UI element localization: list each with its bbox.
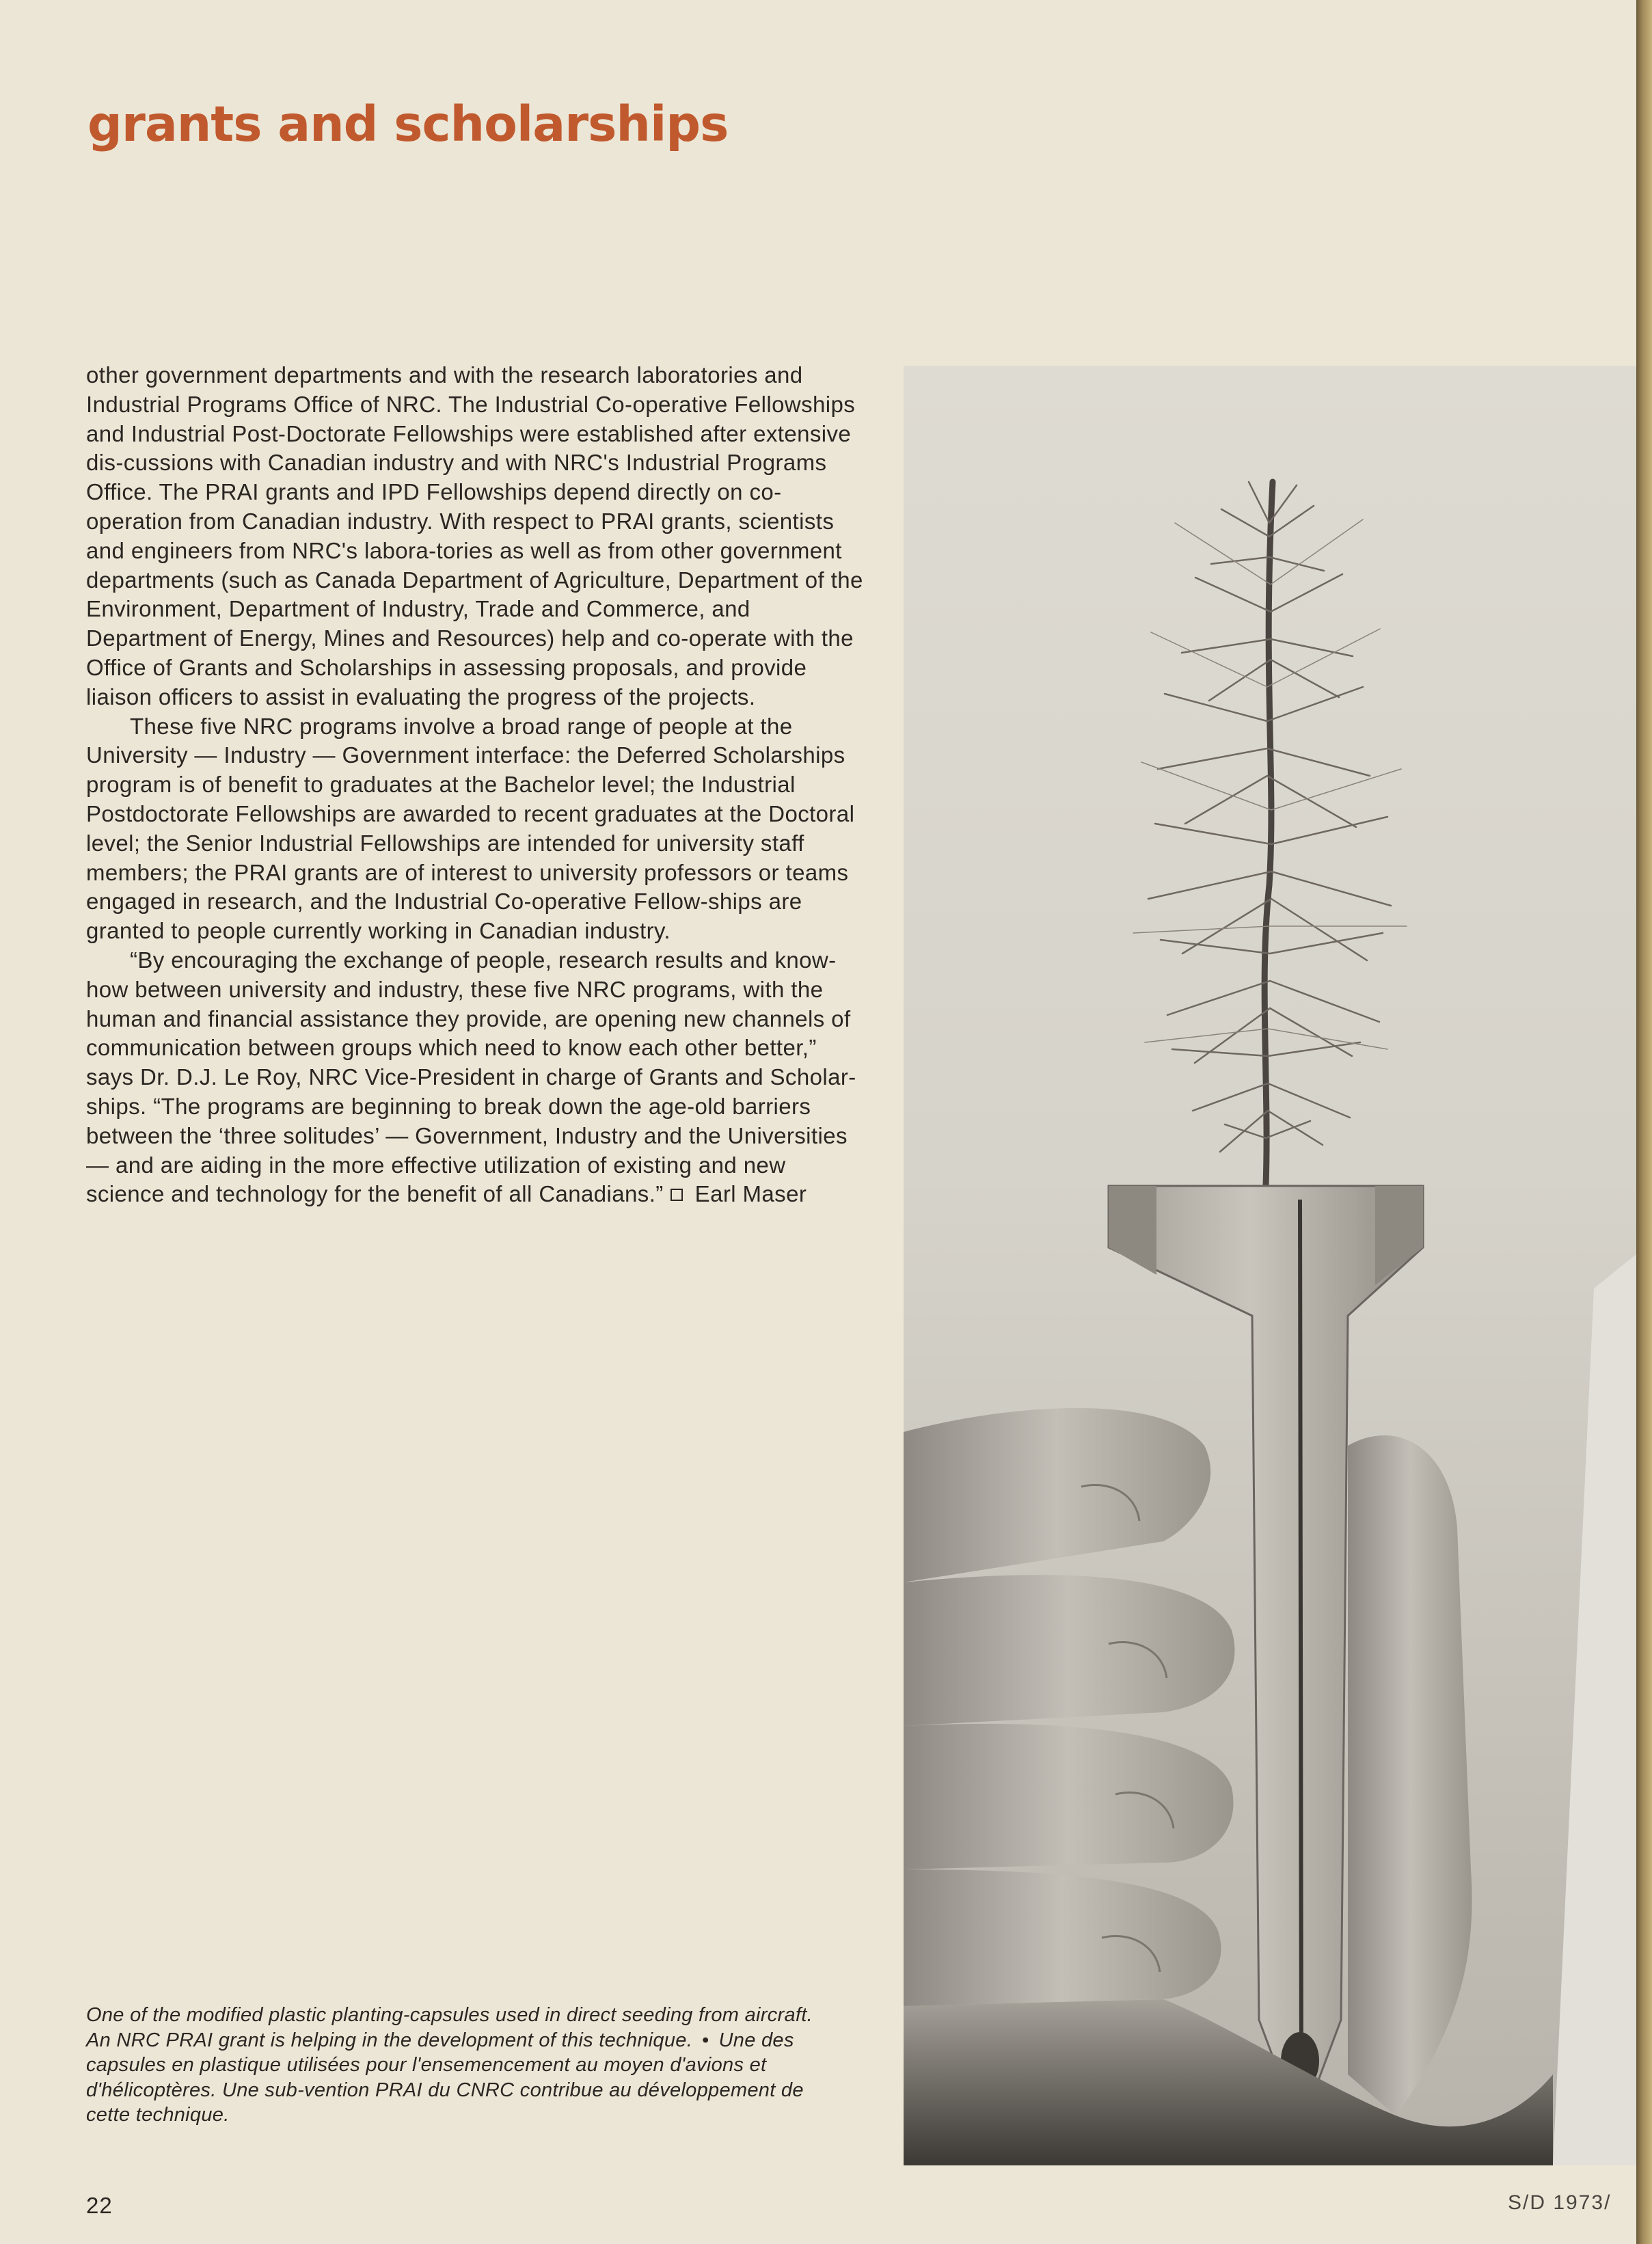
article-paragraph-3: [86, 946, 865, 1209]
seedling-capsule-photo: [904, 366, 1636, 2165]
binding-spine: [1636, 0, 1652, 2244]
seedling-icon: [1133, 482, 1407, 1186]
caption-separator: •: [702, 2029, 709, 2051]
page-title: grants and scholarships: [87, 95, 729, 152]
article-paragraph-1: other government departments and with the research laboratories and Industrial Programs Office of NRC. The Industrial Co-operative Fellowships and Industrial Post-Doctorate Fellowships were established after extensive dis-cussions with Canadian industry and with NRC's Industrial Programs Office. The PRAI grants and IPD Fellowships depend directly on co-operation from Canadian industry. With respect to PRAI grants, scientists and engineers from NRC's labora-tories as well as from other government departments (such as Canada Department of Agriculture, Department of the Environment, Department of Industry, Trade and Commerce, and Department of Energy, Mines and Resources) help and co-operate with the Office of Grants and Scholarships in assessing proposals, and provide liaison officers to assist in evaluating the progress of the projects.: [86, 362, 863, 709]
caption-french: Une des capsules en plastique utilisées pour l'ensemencement au moyen d'avions et d'hélicoptères. Une sub-vention PRAI du CNRC contribue au développement de cette technique.: [86, 2029, 804, 2126]
caption-english: One of the modified plastic planting-capsules used in direct seeding from aircraft. An NRC PRAI grant is helping in the development of this technique.: [86, 2004, 813, 2051]
hand-icon: [904, 1408, 1553, 2165]
article-body: [86, 361, 865, 1209]
article-paragraph-2: These five NRC programs involve a broad range of people at the University — Industry — Government interface: the Deferred Scholarships program is of benefit to graduates at the Bachelor level; the Industrial Postdoctorate Fellowships are awarded to recent graduates at the Doctoral level; the Senior Industrial Fellowships are intended for university staff members; the PRAI grants are of interest to university professors or teams engaged in research, and the Industrial Co-operative Fellow-ships are granted to people currently working in Canadian industry.: [86, 713, 855, 944]
photo-caption: [86, 2003, 838, 2128]
article-author: Earl Maser: [694, 1181, 807, 1207]
article-paragraph-3-text: “By encouraging the exchange of people, research results and know-how between university and industry, these five NRC programs, with the human and financial assistance they provide, are opening new channels of communication between groups which need to know each other better,” says Dr. D.J. Le Roy, NRC Vice-President in charge of Grants and Scholar-ships. “The programs are beginning to break down the age-old barriers between the ‘three solitudes’ — Government, Industry and the Universities — and are aiding in the more effective utilization of existing and new science and technology for the benefit of all Canadians.”: [86, 947, 856, 1207]
page-number: 22: [86, 2193, 113, 2218]
end-of-article-icon: [671, 1189, 683, 1201]
issue-label: S/D 1973/: [1508, 2191, 1612, 2214]
